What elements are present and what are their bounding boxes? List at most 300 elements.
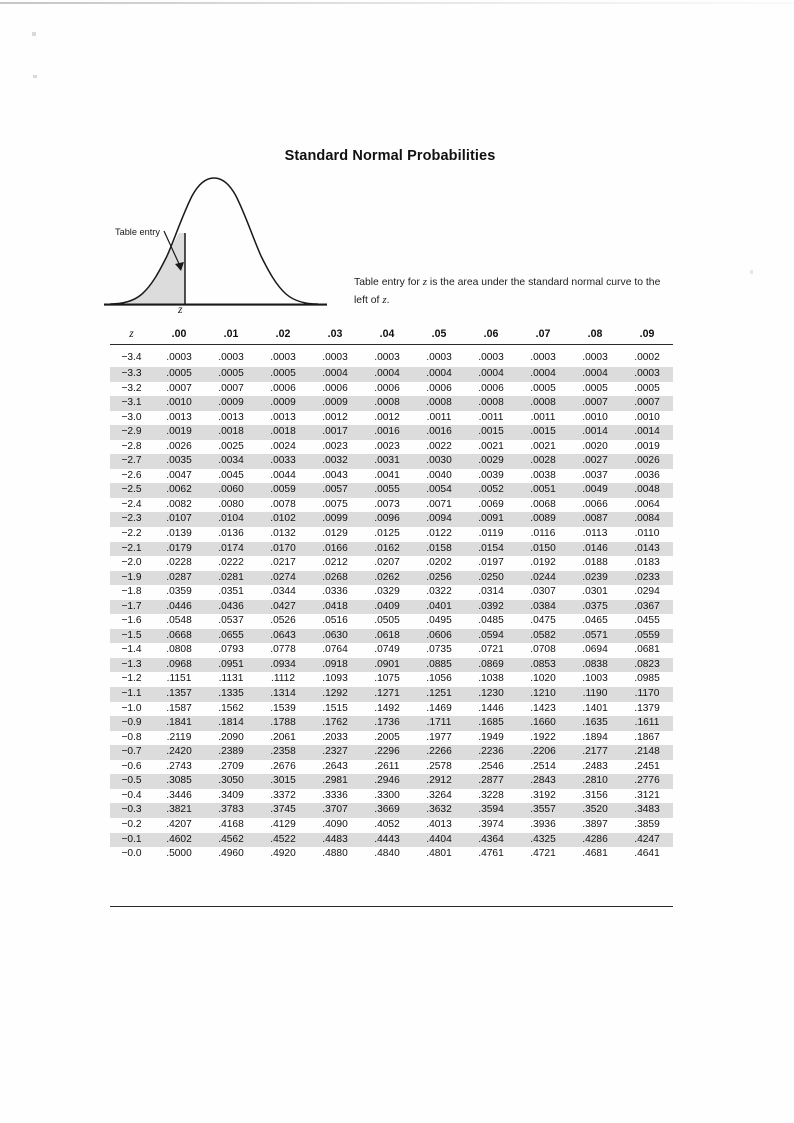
probability-cell: .0643: [257, 629, 309, 644]
table-row: [110, 818, 673, 833]
probability-cell: .0918: [309, 658, 361, 673]
probability-cell: .0096: [361, 512, 413, 527]
figure-caption: [354, 274, 674, 309]
probability-cell: .0009: [257, 396, 309, 411]
probability-cell: .0011: [530, 411, 556, 423]
column-header-p03: .03: [309, 326, 361, 345]
probability-cell: .1562: [218, 702, 244, 714]
table-row: [110, 803, 673, 818]
probability-cell: .0375: [569, 600, 621, 615]
probability-cell: .4483: [309, 833, 361, 848]
probability-cell: .5000: [166, 848, 192, 860]
probability-cell: .2119: [166, 731, 192, 743]
probability-cell: .0038: [530, 469, 556, 481]
probability-cell: .0047: [166, 469, 192, 481]
probability-cell: .3228: [478, 789, 504, 801]
probability-cell: .1814: [205, 716, 257, 731]
table-row: [110, 672, 673, 687]
probability-cell: .1446: [478, 702, 504, 714]
probability-cell: .0475: [530, 615, 556, 627]
probability-cell: .0064: [634, 498, 660, 510]
probability-cell: .0170: [257, 542, 309, 557]
probability-cell: .0559: [621, 629, 673, 644]
column-header-p06: .06: [465, 326, 517, 345]
table-row: [110, 614, 673, 629]
probability-cell: .2483: [582, 760, 608, 772]
probability-cell: .0217: [270, 557, 296, 569]
row-header-z: −2.7: [110, 454, 153, 469]
probability-cell: .0003: [478, 351, 504, 363]
probability-cell: .0367: [621, 600, 673, 615]
probability-cell: .0048: [621, 483, 673, 498]
probability-cell: .3557: [517, 803, 569, 818]
probability-cell: .0329: [374, 586, 400, 598]
probability-cell: .2877: [465, 774, 517, 789]
probability-cell: .0004: [413, 367, 465, 382]
probability-cell: .0239: [569, 571, 621, 586]
probability-cell: .0016: [361, 425, 413, 440]
probability-cell: .0793: [218, 644, 244, 656]
probability-cell: .0011: [478, 411, 504, 423]
probability-cell: .0113: [582, 528, 608, 540]
probability-cell: .1056: [426, 673, 452, 685]
probability-cell: .4052: [374, 818, 400, 830]
probability-cell: .1190: [569, 687, 621, 702]
probability-cell: .0017: [309, 425, 361, 440]
standard-normal-table-container: [110, 326, 673, 862]
probability-cell: .0066: [582, 498, 608, 510]
probability-cell: .0359: [166, 586, 192, 598]
probability-cell: .0322: [426, 586, 452, 598]
probability-cell: .1762: [309, 716, 361, 731]
probability-cell: .1038: [478, 673, 504, 685]
probability-cell: .4681: [582, 848, 608, 860]
probability-cell: .0107: [153, 512, 205, 527]
probability-cell: .4129: [270, 818, 296, 830]
table-row: [110, 527, 673, 542]
table-row: [110, 716, 673, 731]
probability-cell: .0808: [166, 644, 192, 656]
probability-cell: .4840: [374, 848, 400, 860]
probability-cell: .0582: [517, 629, 569, 644]
probability-cell: .0006: [322, 382, 348, 394]
scan-speck: [33, 75, 37, 78]
probability-cell: .1635: [569, 716, 621, 731]
probability-cell: .2266: [413, 745, 465, 760]
probability-cell: .3192: [530, 789, 556, 801]
row-header-z: −3.4: [121, 351, 142, 363]
table-row: [110, 396, 673, 411]
probability-cell: .0003: [621, 367, 673, 382]
probability-cell: .0618: [361, 629, 413, 644]
probability-cell: .2676: [270, 760, 296, 772]
table-row: [110, 469, 673, 484]
probability-cell: .0594: [465, 629, 517, 644]
probability-cell: .0004: [361, 367, 413, 382]
probability-cell: .4920: [270, 848, 296, 860]
probability-cell: .0024: [270, 440, 296, 452]
row-header-z: −1.7: [110, 600, 153, 615]
row-header-z: −2.2: [121, 528, 142, 540]
probability-cell: .0051: [517, 483, 569, 498]
probability-cell: .1379: [634, 702, 660, 714]
table-row: [110, 425, 673, 440]
probability-cell: .3745: [257, 803, 309, 818]
row-header-z: −0.5: [110, 774, 153, 789]
probability-cell: .0436: [205, 600, 257, 615]
probability-cell: .4522: [257, 833, 309, 848]
probability-cell: .3936: [530, 818, 556, 830]
probability-cell: .2420: [153, 745, 205, 760]
probability-cell: .0104: [205, 512, 257, 527]
probability-cell: .0427: [257, 600, 309, 615]
row-header-z: −0.4: [121, 789, 142, 801]
probability-cell: .0183: [634, 557, 660, 569]
probability-cell: .0150: [517, 542, 569, 557]
probability-cell: .2776: [621, 774, 673, 789]
probability-cell: .0005: [205, 367, 257, 382]
column-header-p08: .08: [569, 326, 621, 345]
probability-cell: .0778: [270, 644, 296, 656]
probability-cell: .0016: [413, 425, 465, 440]
probability-cell: .4880: [322, 848, 348, 860]
row-header-z: −2.9: [110, 425, 153, 440]
probability-cell: .0008: [517, 396, 569, 411]
probability-cell: .0287: [153, 571, 205, 586]
probability-cell: .0004: [569, 367, 621, 382]
probability-cell: .0003: [582, 351, 608, 363]
probability-cell: .3336: [322, 789, 348, 801]
probability-cell: .0005: [257, 367, 309, 382]
probability-cell: .0212: [322, 557, 348, 569]
probability-cell: .3707: [309, 803, 361, 818]
probability-cell: .0031: [361, 454, 413, 469]
row-header-z: −0.0: [121, 848, 142, 860]
table-body: [110, 345, 673, 862]
row-header-z: −0.8: [121, 731, 142, 743]
probability-cell: .0005: [582, 382, 608, 394]
table-row: [110, 542, 673, 557]
caption-z-symbol: z: [422, 276, 428, 288]
probability-cell: .0418: [309, 600, 361, 615]
probability-cell: .0250: [465, 571, 517, 586]
probability-cell: .0207: [374, 557, 400, 569]
row-header-z: −1.1: [110, 687, 153, 702]
probability-cell: .1736: [361, 716, 413, 731]
probability-cell: .0023: [374, 440, 400, 452]
probability-cell: .4090: [322, 818, 348, 830]
row-header-z: −0.1: [110, 833, 153, 848]
probability-cell: .0002: [634, 351, 660, 363]
table-row: [110, 745, 673, 760]
probability-cell: .0055: [361, 483, 413, 498]
probability-cell: .1949: [478, 731, 504, 743]
probability-cell: .0116: [530, 528, 556, 540]
probability-cell: .2843: [517, 774, 569, 789]
probability-cell: .0681: [634, 644, 660, 656]
probability-cell: .4721: [530, 848, 556, 860]
row-header-z: −3.2: [121, 382, 142, 394]
probability-cell: .2611: [374, 760, 400, 772]
table-row: [110, 731, 673, 746]
probability-cell: .3409: [218, 789, 244, 801]
probability-cell: .2743: [166, 760, 192, 772]
probability-cell: .0008: [465, 396, 517, 411]
probability-cell: .0015: [517, 425, 569, 440]
row-header-z: −3.1: [110, 396, 153, 411]
probability-cell: .0694: [582, 644, 608, 656]
probability-cell: .2946: [361, 774, 413, 789]
probability-cell: .0336: [322, 586, 348, 598]
row-header-z: −1.8: [121, 586, 142, 598]
probability-cell: .2643: [322, 760, 348, 772]
probability-cell: .1335: [205, 687, 257, 702]
probability-cell: .1357: [153, 687, 205, 702]
probability-cell: .0735: [426, 644, 452, 656]
probability-cell: .1894: [582, 731, 608, 743]
probability-cell: .0505: [374, 615, 400, 627]
column-header-p02: .02: [257, 326, 309, 345]
probability-cell: .0089: [517, 512, 569, 527]
probability-cell: .0071: [426, 498, 452, 510]
probability-cell: .1401: [582, 702, 608, 714]
probability-cell: .0008: [413, 396, 465, 411]
probability-cell: .1170: [621, 687, 673, 702]
probability-cell: .0021: [530, 440, 556, 452]
table-row: [110, 774, 673, 789]
probability-cell: .1003: [582, 673, 608, 685]
scan-edge-artifact: [0, 2, 794, 4]
probability-cell: .0082: [166, 498, 192, 510]
probability-cell: .0007: [166, 382, 192, 394]
probability-cell: .0004: [309, 367, 361, 382]
probability-cell: .0007: [621, 396, 673, 411]
probability-cell: .2514: [530, 760, 556, 772]
probability-cell: .0032: [309, 454, 361, 469]
probability-cell: .4641: [634, 848, 660, 860]
probability-cell: .0749: [374, 644, 400, 656]
probability-cell: .0268: [309, 571, 361, 586]
probability-cell: .0091: [465, 512, 517, 527]
probability-cell: .0069: [478, 498, 504, 510]
probability-cell: .0078: [270, 498, 296, 510]
probability-cell: .0005: [530, 382, 556, 394]
probability-cell: .1539: [270, 702, 296, 714]
probability-cell: .0537: [218, 615, 244, 627]
probability-cell: .0030: [413, 454, 465, 469]
probability-cell: .0005: [153, 367, 205, 382]
probability-cell: .4602: [153, 833, 205, 848]
probability-cell: .0526: [270, 615, 296, 627]
probability-cell: .0003: [218, 351, 244, 363]
table-row: [110, 498, 673, 513]
probability-cell: .0823: [621, 658, 673, 673]
probability-cell: .1112: [271, 673, 295, 685]
probability-cell: .3520: [569, 803, 621, 818]
density-curve: [110, 178, 318, 304]
probability-cell: .0314: [478, 586, 504, 598]
probability-cell: .3446: [166, 789, 192, 801]
probability-cell: .3897: [582, 818, 608, 830]
probability-cell: .0708: [530, 644, 556, 656]
probability-cell: .0021: [478, 440, 504, 452]
probability-cell: .3483: [621, 803, 673, 818]
probability-cell: .3264: [426, 789, 452, 801]
probability-cell: .0022: [426, 440, 452, 452]
probability-cell: .0668: [153, 629, 205, 644]
table-entry-annotation: Table entry: [115, 227, 160, 237]
probability-cell: .4325: [517, 833, 569, 848]
probability-cell: .2148: [621, 745, 673, 760]
probability-cell: .0129: [322, 528, 348, 540]
probability-cell: .0073: [374, 498, 400, 510]
probability-cell: .1788: [257, 716, 309, 731]
column-header-p04: .04: [361, 326, 413, 345]
probability-cell: .2981: [309, 774, 361, 789]
probability-cell: .0344: [270, 586, 296, 598]
probability-cell: .0166: [309, 542, 361, 557]
probability-cell: .0084: [621, 512, 673, 527]
probability-cell: .3669: [361, 803, 413, 818]
probability-cell: .0008: [361, 396, 413, 411]
probability-cell: .0003: [322, 351, 348, 363]
probability-cell: .0006: [374, 382, 400, 394]
probability-cell: .1492: [374, 702, 400, 714]
probability-cell: .0015: [465, 425, 517, 440]
probability-cell: .0003: [374, 351, 400, 363]
probability-cell: .0019: [153, 425, 205, 440]
probability-cell: .4562: [205, 833, 257, 848]
probability-cell: .1611: [621, 716, 673, 731]
probability-cell: .0018: [257, 425, 309, 440]
probability-cell: .2296: [361, 745, 413, 760]
probability-cell: .1660: [517, 716, 569, 731]
probability-cell: .0014: [569, 425, 621, 440]
probability-cell: .0764: [322, 644, 348, 656]
probability-cell: .0392: [465, 600, 517, 615]
probability-cell: .3594: [465, 803, 517, 818]
probability-cell: .0455: [634, 615, 660, 627]
probability-cell: .0192: [530, 557, 556, 569]
probability-cell: .3859: [634, 818, 660, 830]
probability-cell: .0934: [257, 658, 309, 673]
probability-cell: .0003: [166, 351, 192, 363]
row-header-z: −1.0: [121, 702, 142, 714]
probability-cell: .1867: [634, 731, 660, 743]
probability-cell: .0044: [270, 469, 296, 481]
probability-cell: .2810: [569, 774, 621, 789]
probability-cell: .1210: [517, 687, 569, 702]
probability-cell: .0006: [426, 382, 452, 394]
table-row: [110, 687, 673, 702]
probability-cell: .0045: [218, 469, 244, 481]
probability-cell: .1314: [257, 687, 309, 702]
probability-cell: .0035: [153, 454, 205, 469]
probability-cell: .2912: [413, 774, 465, 789]
probability-cell: .0146: [569, 542, 621, 557]
probability-cell: .0003: [270, 351, 296, 363]
probability-cell: .0087: [569, 512, 621, 527]
probability-cell: .0307: [530, 586, 556, 598]
probability-cell: .0125: [374, 528, 400, 540]
probability-cell: .2061: [270, 731, 296, 743]
probability-cell: .0059: [257, 483, 309, 498]
probability-cell: .4960: [218, 848, 244, 860]
probability-cell: .2177: [569, 745, 621, 760]
probability-cell: .0294: [634, 586, 660, 598]
probability-cell: .1271: [361, 687, 413, 702]
table-row: [110, 760, 673, 775]
table-row: [110, 571, 673, 586]
probability-cell: .0174: [205, 542, 257, 557]
probability-cell: .0202: [426, 557, 452, 569]
probability-cell: .0041: [374, 469, 400, 481]
probability-cell: .0027: [569, 454, 621, 469]
row-header-z: −0.2: [121, 818, 142, 830]
normal-curve-figure: [104, 168, 334, 323]
column-header-p05: .05: [413, 326, 465, 345]
table-row: [110, 643, 673, 658]
probability-cell: .0004: [517, 367, 569, 382]
probability-cell: .1685: [465, 716, 517, 731]
probability-cell: .0409: [361, 600, 413, 615]
probability-cell: .3085: [153, 774, 205, 789]
probability-cell: .0179: [153, 542, 205, 557]
probability-cell: .0630: [309, 629, 361, 644]
probability-cell: .0062: [153, 483, 205, 498]
probability-cell: .1977: [426, 731, 452, 743]
probability-cell: .2546: [478, 760, 504, 772]
probability-cell: .0446: [153, 600, 205, 615]
probability-cell: .2709: [218, 760, 244, 772]
probability-cell: .4013: [426, 818, 452, 830]
probability-cell: .0485: [478, 615, 504, 627]
probability-cell: .3050: [205, 774, 257, 789]
table-bottom-rule: [110, 906, 673, 907]
probability-cell: .0009: [205, 396, 257, 411]
row-header-z: −1.4: [121, 644, 142, 656]
probability-cell: .2578: [426, 760, 452, 772]
row-header-z: −2.3: [110, 512, 153, 527]
probability-cell: .0026: [621, 454, 673, 469]
probability-cell: .0256: [413, 571, 465, 586]
probability-cell: .0099: [309, 512, 361, 527]
probability-cell: .0985: [634, 673, 660, 685]
row-header-z: −2.1: [110, 542, 153, 557]
probability-cell: .4801: [426, 848, 452, 860]
probability-cell: .3156: [582, 789, 608, 801]
row-header-z: −1.5: [110, 629, 153, 644]
probability-cell: .0951: [205, 658, 257, 673]
probability-cell: .0037: [582, 469, 608, 481]
probability-cell: .0110: [634, 528, 660, 540]
row-header-z: −2.0: [121, 557, 142, 569]
probability-cell: .0244: [517, 571, 569, 586]
probability-cell: .0655: [205, 629, 257, 644]
column-header-p01: .01: [205, 326, 257, 345]
probability-cell: .1423: [530, 702, 556, 714]
probability-cell: .4286: [569, 833, 621, 848]
probability-cell: .0885: [413, 658, 465, 673]
probability-cell: .0080: [218, 498, 244, 510]
probability-cell: .0222: [218, 557, 244, 569]
probability-cell: .0006: [478, 382, 504, 394]
table-row: [110, 382, 673, 397]
row-header-z: −2.8: [121, 440, 142, 452]
probability-cell: .2090: [218, 731, 244, 743]
table-row: [110, 833, 673, 848]
table-row: [110, 789, 673, 804]
